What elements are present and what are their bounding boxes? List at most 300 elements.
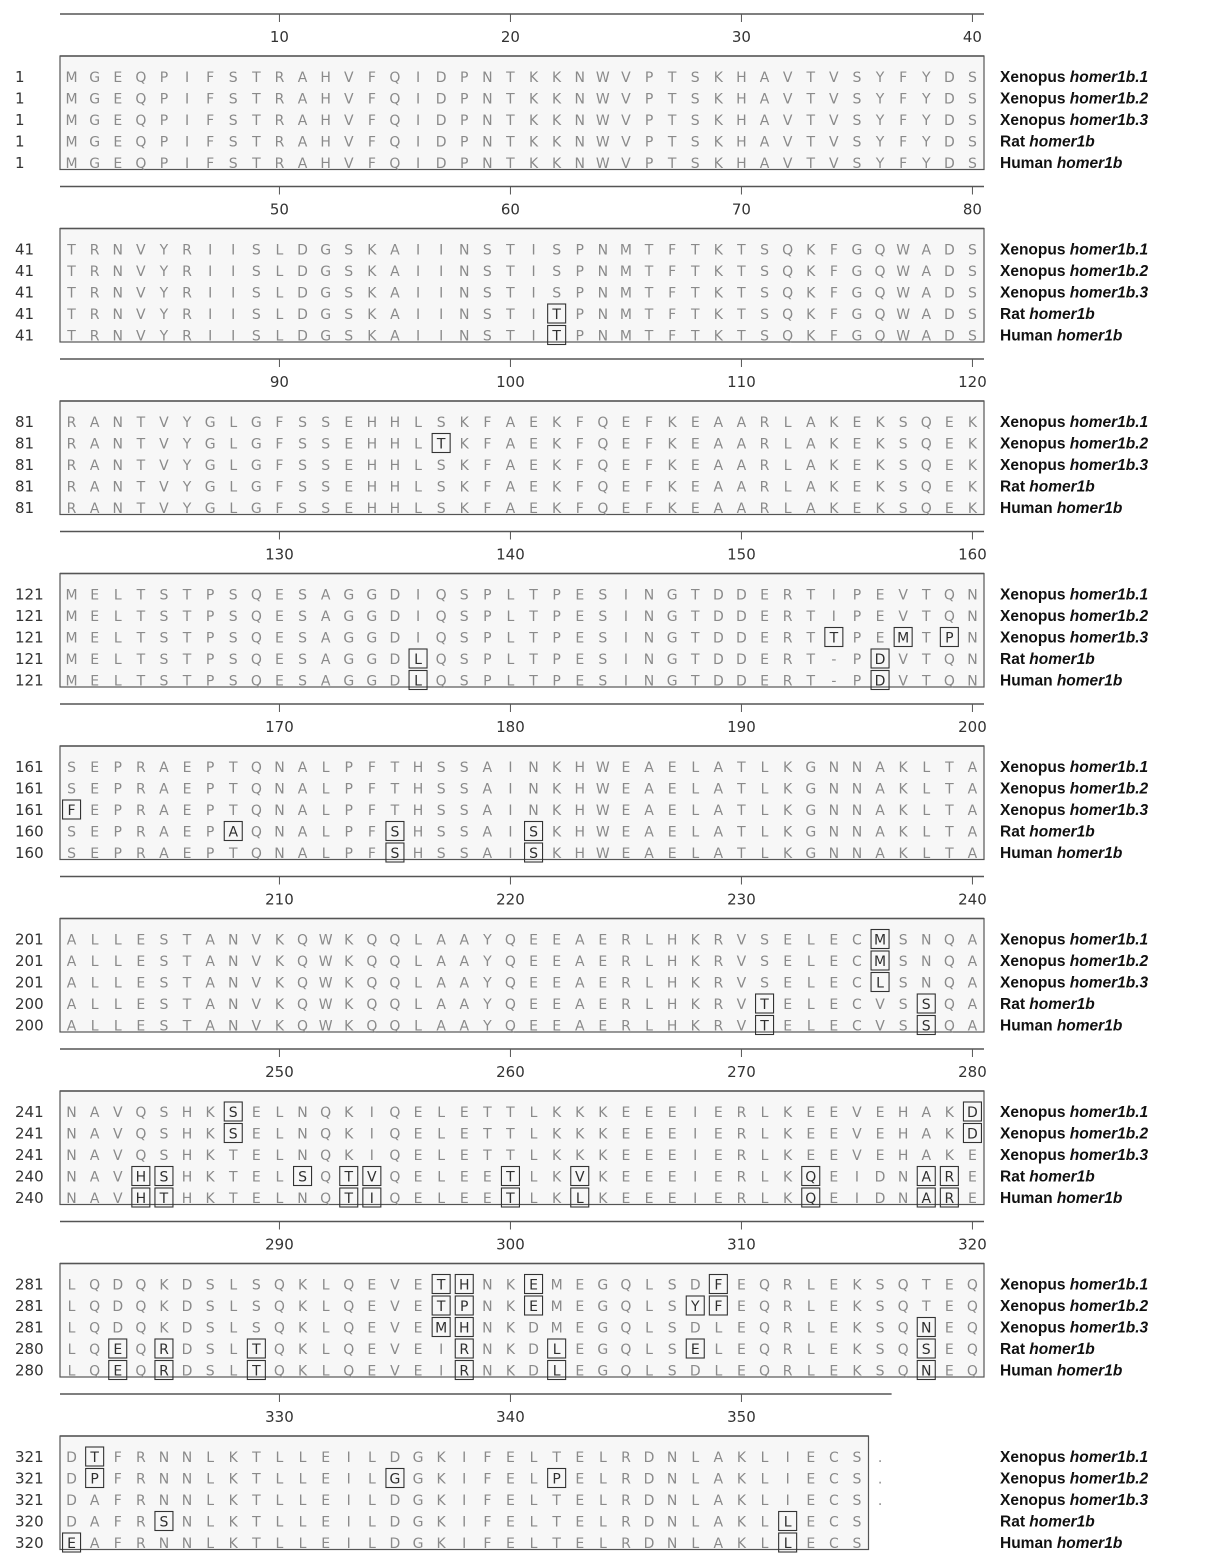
ruler-tick-label: 270: [727, 1063, 756, 1081]
residue: L: [113, 1018, 122, 1035]
residue: Q: [250, 652, 262, 668]
residue: L: [321, 803, 330, 819]
residue: M: [550, 1277, 563, 1294]
residue: G: [89, 113, 101, 129]
residue: A: [436, 1018, 446, 1035]
residue: I: [231, 264, 236, 280]
residue: A: [967, 846, 978, 862]
residue: K: [667, 501, 677, 517]
residue: D: [712, 652, 724, 668]
residue: K: [505, 1320, 516, 1337]
residue: A: [297, 156, 308, 172]
residue: N: [482, 134, 493, 151]
residue: M: [874, 932, 887, 949]
residue: R: [782, 673, 793, 690]
residue: R: [89, 264, 100, 280]
residue: L: [113, 609, 122, 625]
residue: P: [483, 630, 492, 647]
residue: K: [598, 1105, 608, 1121]
residue: K: [344, 932, 354, 949]
residue: T: [67, 264, 76, 280]
residue: E: [829, 1363, 839, 1380]
residue: V: [343, 156, 354, 172]
residue: K: [736, 1536, 747, 1552]
row-start-position: 81: [15, 477, 35, 496]
residue: T: [667, 91, 677, 108]
residue: A: [967, 803, 978, 819]
residue: A: [159, 824, 169, 841]
residue: Q: [297, 997, 309, 1013]
residue: L: [645, 932, 653, 949]
residue: T: [690, 673, 700, 690]
residue: R: [89, 242, 100, 259]
residue: T: [182, 673, 192, 690]
residue: S: [159, 1018, 169, 1035]
residue: N: [482, 1299, 493, 1315]
species-gene: homer1b.1: [1069, 69, 1149, 86]
residue: D: [297, 242, 308, 259]
residue: Q: [389, 1169, 401, 1186]
residue: S: [968, 264, 977, 280]
residue: P: [344, 824, 353, 841]
residue: Q: [89, 1299, 101, 1315]
species-genus: Xenopus: [1000, 974, 1070, 992]
residue: F: [668, 328, 677, 345]
residue: L: [229, 1299, 238, 1315]
row-start-position: 121: [15, 628, 44, 647]
residue: K: [367, 285, 377, 302]
row-start-position: 240: [15, 1189, 44, 1207]
row-start-position: 281: [15, 1275, 44, 1294]
residue: F: [575, 501, 584, 517]
residue: G: [412, 1450, 424, 1466]
residue: Q: [366, 932, 378, 949]
species-gene: homer1b: [1029, 306, 1095, 323]
residue: L: [645, 975, 653, 992]
residue: I: [208, 242, 213, 259]
residue: S: [852, 1471, 862, 1488]
residue: A: [89, 501, 100, 517]
residue: Q: [135, 1342, 147, 1358]
residue: I: [208, 264, 213, 280]
residue: D: [643, 1536, 655, 1552]
residue: A: [390, 242, 400, 259]
residue: D: [112, 1299, 124, 1315]
residue: S: [321, 436, 331, 453]
residue: H: [412, 846, 424, 862]
residue: E: [413, 1148, 423, 1164]
residue: L: [760, 1169, 769, 1186]
residue: V: [852, 1105, 862, 1121]
residue: E: [344, 436, 354, 453]
residue: S: [898, 479, 908, 496]
residue: R: [274, 91, 285, 108]
residue: I: [693, 1169, 698, 1186]
residue: K: [297, 1299, 308, 1315]
residue: E: [829, 1169, 839, 1186]
residue: G: [366, 587, 378, 604]
row-start-position: 41: [15, 240, 35, 259]
residue: N: [228, 954, 239, 970]
residue: P: [552, 673, 561, 690]
residue: R: [944, 1169, 955, 1186]
residue: K: [367, 264, 377, 280]
residue: V: [736, 997, 747, 1013]
species-label: [1000, 1341, 1095, 1358]
residue: E: [713, 1105, 723, 1121]
residue: P: [159, 70, 169, 86]
residue: L: [113, 652, 122, 668]
residue: K: [344, 997, 354, 1013]
residue: L: [367, 1471, 376, 1488]
residue: T: [552, 328, 561, 345]
residue: P: [113, 824, 122, 841]
residue: S: [690, 156, 700, 172]
residue: M: [65, 630, 78, 647]
residue: Q: [874, 328, 886, 345]
residue: L: [691, 760, 700, 776]
residue: H: [389, 479, 401, 496]
residue: H: [736, 134, 747, 151]
residue: L: [206, 1536, 215, 1552]
residue: N: [528, 760, 539, 776]
residue: N: [921, 954, 932, 970]
residue: L: [529, 1126, 538, 1143]
residue: A: [921, 1126, 932, 1143]
residue: T: [806, 587, 816, 604]
residue: I: [462, 1450, 467, 1466]
residue: C: [852, 954, 862, 970]
residue: R: [736, 1169, 747, 1186]
residue: .: [877, 1471, 883, 1488]
residue: L: [113, 630, 122, 647]
residue: Q: [343, 1342, 355, 1358]
residue: N: [666, 1493, 678, 1509]
residue: I: [831, 587, 836, 604]
residue: K: [598, 1191, 608, 1207]
residue: K: [944, 1126, 954, 1143]
residue: L: [275, 307, 284, 323]
residue: S: [760, 954, 769, 970]
residue: K: [459, 415, 469, 431]
residue: S: [760, 975, 769, 992]
species-genus: Rat: [1000, 1513, 1030, 1531]
residue: T: [921, 609, 931, 625]
residue: D: [389, 609, 401, 625]
residue: S: [159, 954, 169, 970]
residue: A: [875, 846, 885, 862]
row-start-position: 121: [15, 671, 44, 690]
row-start-position: 1: [15, 68, 25, 86]
residue: A: [159, 803, 169, 819]
ruler-tick-label: 340: [496, 1408, 525, 1426]
residue: G: [805, 803, 817, 819]
residue: S: [852, 1536, 862, 1552]
residue: H: [181, 1191, 193, 1207]
residue: V: [829, 91, 839, 108]
residue: D: [181, 1277, 193, 1294]
residue: R: [736, 1126, 747, 1143]
residue: E: [806, 1514, 816, 1531]
residue: Y: [159, 307, 169, 323]
residue: T: [690, 307, 700, 323]
species-genus: Xenopus: [1000, 435, 1070, 453]
species-genus: Human: [1000, 1190, 1057, 1207]
residue: H: [320, 156, 331, 172]
residue: T: [921, 1299, 931, 1315]
residue: L: [598, 1536, 607, 1552]
residue: K: [713, 156, 723, 172]
residue: W: [318, 975, 333, 992]
row-start-position: 321: [15, 1469, 44, 1488]
residue: T: [506, 156, 515, 172]
residue: R: [89, 328, 100, 345]
residue: G: [597, 1363, 609, 1380]
residue: C: [828, 1450, 839, 1466]
residue: N: [921, 932, 932, 949]
residue: Q: [297, 932, 309, 949]
residue: T: [506, 70, 515, 86]
residue: N: [574, 70, 585, 86]
residue: F: [206, 156, 215, 172]
residue: F: [483, 415, 492, 431]
residue: T: [644, 264, 654, 280]
residue: S: [344, 307, 354, 323]
residue: T: [806, 673, 816, 690]
species-gene: homer1b.3: [1069, 802, 1149, 819]
residue: S: [852, 1493, 862, 1509]
residue: G: [597, 1299, 609, 1315]
residue: T: [67, 242, 76, 259]
residue: L: [437, 1105, 446, 1121]
residue: I: [439, 1342, 444, 1358]
residue: N: [181, 1514, 193, 1531]
residue: M: [65, 587, 78, 604]
residue: N: [297, 1105, 308, 1121]
row-start-position: 240: [15, 1167, 44, 1186]
species-genus: Human: [1000, 155, 1057, 172]
ruler-tick-label: 80: [962, 200, 982, 219]
residue: A: [875, 760, 885, 776]
residue: K: [228, 1536, 238, 1552]
residue: D: [689, 1320, 701, 1337]
residue: Q: [250, 630, 262, 647]
residue: R: [459, 1342, 470, 1358]
species-label: [1000, 1471, 1149, 1488]
residue: E: [552, 1018, 562, 1035]
residue: T: [252, 113, 261, 129]
residue: K: [898, 781, 908, 798]
species-gene: homer1b: [1029, 1513, 1095, 1531]
residue: G: [204, 501, 216, 517]
residue: E: [968, 1148, 977, 1164]
residue: M: [874, 954, 887, 970]
species-genus: Xenopus: [1000, 112, 1070, 129]
species-label: [1000, 1320, 1149, 1337]
residue: E: [529, 1299, 538, 1315]
residue: Q: [435, 673, 447, 690]
residue: N: [482, 91, 493, 108]
residue: V: [736, 1018, 747, 1035]
residue: R: [274, 156, 285, 172]
residue: Q: [504, 932, 516, 949]
residue: S: [298, 458, 307, 474]
residue: E: [806, 1105, 816, 1121]
residue: H: [574, 846, 586, 862]
residue: K: [875, 501, 885, 517]
residue: Q: [966, 1342, 978, 1358]
residue: E: [321, 1536, 331, 1552]
residue: K: [852, 1320, 862, 1337]
residue: S: [529, 824, 538, 841]
residue: H: [574, 803, 586, 819]
residue: F: [113, 1514, 122, 1531]
residue: L: [506, 609, 515, 625]
species-genus: Xenopus: [1000, 802, 1070, 819]
residue: D: [736, 630, 747, 647]
species-label: [1000, 1018, 1123, 1035]
residue: W: [896, 264, 911, 280]
residue: F: [275, 415, 284, 431]
residue: S: [968, 307, 977, 323]
residue: V: [251, 997, 262, 1013]
species-label: [1000, 1363, 1123, 1380]
residue: K: [367, 307, 377, 323]
residue: N: [158, 1471, 170, 1488]
residue: K: [598, 1148, 608, 1164]
species-genus: Human: [1000, 1535, 1057, 1552]
residue: N: [666, 1514, 678, 1531]
residue: V: [782, 156, 793, 172]
residue: N: [666, 1471, 678, 1488]
residue: Q: [89, 1363, 101, 1380]
residue: E: [760, 587, 769, 604]
residue: L: [575, 1191, 584, 1207]
residue: R: [182, 242, 192, 259]
residue: T: [90, 1450, 99, 1466]
residue: P: [205, 781, 215, 798]
residue: Q: [343, 1277, 355, 1294]
residue: Q: [273, 1342, 285, 1358]
species-label: [1000, 112, 1149, 129]
residue: S: [205, 1299, 215, 1315]
residue: D: [389, 587, 401, 604]
residue: L: [414, 458, 422, 474]
species-gene: homer1b: [1056, 155, 1123, 172]
ruler-tick-label: 60: [500, 200, 520, 219]
residue: S: [482, 264, 492, 280]
residue: R: [66, 501, 77, 517]
residue: T: [921, 673, 931, 690]
residue: E: [829, 1018, 839, 1035]
residue: T: [945, 803, 954, 819]
residue: I: [231, 307, 236, 323]
residue: T: [552, 1493, 561, 1509]
residue: E: [944, 1320, 954, 1337]
residue: T: [945, 824, 954, 841]
residue: E: [829, 932, 839, 949]
residue: S: [298, 673, 307, 690]
residue: F: [575, 436, 584, 453]
residue: T: [228, 760, 238, 776]
residue: A: [505, 501, 516, 517]
residue: G: [366, 652, 378, 668]
residue: E: [529, 458, 538, 474]
residue: D: [297, 285, 308, 302]
residue: R: [274, 113, 285, 129]
residue: V: [390, 1342, 400, 1358]
residue: F: [645, 436, 654, 453]
residue: T: [529, 609, 538, 625]
residue: H: [574, 760, 586, 776]
residue: V: [621, 113, 631, 129]
row-start-position: 241: [15, 1103, 44, 1121]
residue: I: [439, 307, 444, 323]
row-start-position: 81: [15, 413, 35, 431]
residue: I: [415, 113, 421, 129]
residue: P: [575, 307, 584, 323]
residue: N: [181, 1493, 193, 1509]
residue: E: [852, 415, 862, 431]
residue: S: [968, 70, 977, 86]
residue: P: [644, 113, 654, 129]
residue: A: [713, 1450, 724, 1466]
residue: E: [760, 609, 769, 625]
ruler-tick-label: 310: [727, 1235, 756, 1254]
residue: F: [367, 781, 376, 798]
residue: I: [531, 285, 536, 302]
residue: R: [66, 415, 77, 431]
residue: P: [552, 587, 561, 604]
residue: T: [506, 1191, 515, 1207]
residue: T: [506, 113, 515, 129]
residue: T: [182, 630, 192, 647]
residue: A: [459, 954, 470, 970]
residue: -: [831, 652, 837, 668]
residue: K: [575, 1126, 585, 1143]
residue: T: [644, 242, 654, 259]
residue: A: [967, 975, 978, 992]
residue: E: [413, 1277, 423, 1294]
residue: Q: [966, 1277, 978, 1294]
row-start-position: 1: [15, 154, 25, 172]
residue: T: [182, 997, 192, 1013]
residue: L: [691, 1450, 700, 1466]
residue: L: [922, 760, 931, 776]
residue: V: [736, 975, 747, 992]
residue: L: [760, 1126, 769, 1143]
species-gene: homer1b.2: [1069, 263, 1149, 280]
residue: Q: [273, 1320, 285, 1337]
residue: T: [690, 264, 700, 280]
residue: W: [595, 824, 610, 841]
residue: T: [252, 1342, 261, 1358]
residue: D: [643, 1471, 655, 1488]
residue: Q: [943, 997, 955, 1013]
residue: V: [852, 1148, 862, 1164]
residue: Q: [782, 264, 794, 280]
residue: E: [621, 803, 631, 819]
residue: H: [320, 70, 331, 86]
residue: N: [112, 458, 123, 474]
residue: N: [459, 285, 470, 302]
residue: S: [298, 501, 307, 517]
residue: K: [806, 285, 816, 302]
residue: R: [782, 1342, 793, 1358]
species-genus: Xenopus: [1000, 759, 1070, 776]
residue: D: [736, 609, 747, 625]
residue: I: [415, 156, 421, 172]
